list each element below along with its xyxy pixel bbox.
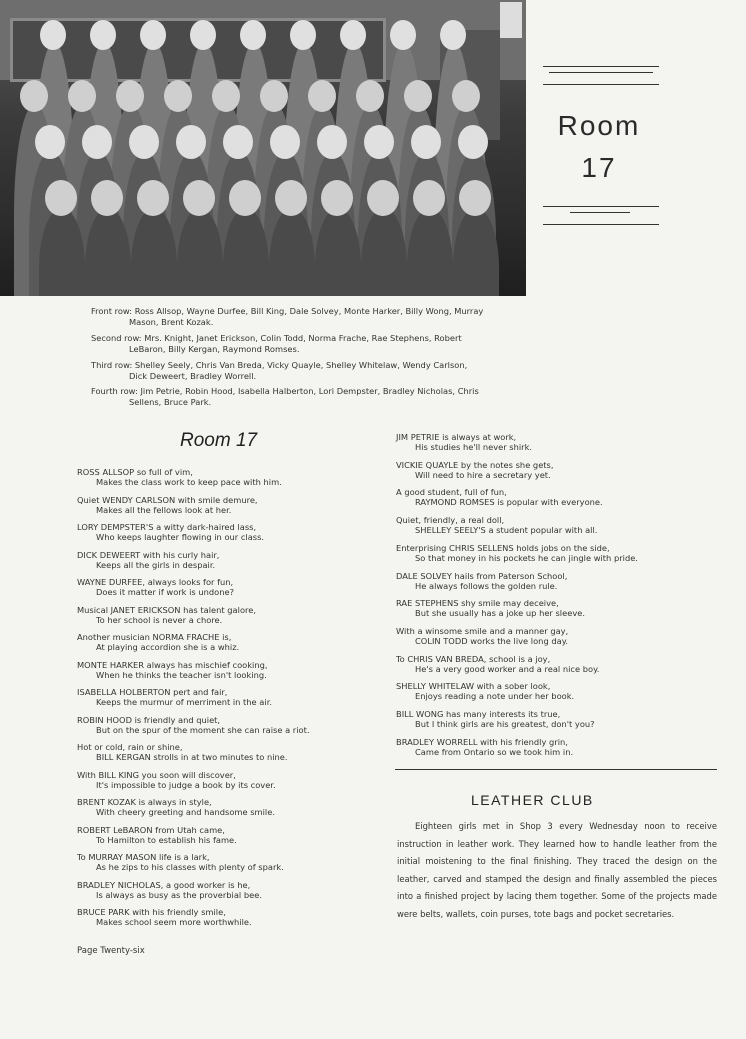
verse-line-2: Makes school seem more worthwhile. bbox=[96, 917, 252, 927]
caption-row-label: Third row: bbox=[91, 360, 135, 370]
verse-line-2: Makes all the fellows look at her. bbox=[96, 504, 232, 515]
verse-line-2: As he zips to his classes with plenty of spark. bbox=[96, 862, 284, 872]
verse-line-1: BILL WONG has many interests its true, bbox=[396, 709, 561, 719]
verse-line-2: SHELLEY SEELY'S a student popular with all. bbox=[415, 525, 598, 536]
verse-line-2: Keeps the murmur of merriment in the air. bbox=[96, 697, 272, 707]
student-head bbox=[290, 20, 316, 50]
verse-stanza bbox=[77, 852, 284, 872]
verse-stanza bbox=[77, 495, 258, 515]
verse-line-2: To Hamilton to establish his fame. bbox=[96, 834, 237, 845]
verse-stanza bbox=[396, 626, 568, 646]
caption-row bbox=[91, 333, 529, 355]
verse-line-2: Does it matter if work is undone? bbox=[96, 587, 235, 597]
student-head bbox=[275, 180, 307, 216]
caption-row-label: Fourth row: bbox=[91, 386, 141, 396]
student-head bbox=[452, 80, 480, 112]
verse-stanza bbox=[77, 797, 275, 817]
verse-line-1: Quiet WENDY CARLSON with smile demure, bbox=[77, 494, 258, 505]
verse-line-1: ISABELLA HOLBERTON pert and fair, bbox=[77, 687, 228, 697]
verse-line-1: Another musician NORMA FRACHE is, bbox=[77, 632, 232, 642]
caption-row-continuation: LeBaron, Billy Kergan, Raymond Romses. bbox=[129, 344, 300, 354]
student-head bbox=[137, 180, 169, 216]
verse-line-1: BRUCE PARK with his friendly smile, bbox=[77, 907, 226, 917]
caption-row-names: Mrs. Knight, Janet Erickson, Colin Todd, Norma Frache, Rae Stephens, Robert bbox=[144, 333, 462, 343]
student-head bbox=[308, 80, 336, 112]
student-head bbox=[212, 80, 240, 112]
caption-row-label: Second row: bbox=[91, 333, 145, 343]
verse-stanza bbox=[396, 515, 597, 535]
student-head bbox=[459, 180, 491, 216]
student-head bbox=[340, 20, 366, 50]
student-head bbox=[413, 180, 445, 216]
caption-row-line bbox=[91, 333, 529, 344]
verse-line-2: To her school is never a chore. bbox=[96, 614, 223, 625]
verse-line-1: To MURRAY MASON life is a lark, bbox=[77, 852, 210, 862]
verse-line-2: With cheery greeting and handsome smile. bbox=[96, 807, 275, 817]
student-head bbox=[116, 80, 144, 112]
verse-line-2: BILL KERGAN strolls in at two minutes to nine. bbox=[96, 752, 288, 762]
student-head bbox=[129, 125, 159, 159]
verse-line-1: DALE SOLVEY hails from Paterson School, bbox=[396, 570, 568, 581]
student-head bbox=[390, 20, 416, 50]
verse-line-1: With BILL KING you soon will discover, bbox=[77, 769, 236, 780]
verse-line-2: Who keeps laughter flowing in our class. bbox=[96, 532, 265, 542]
verse-stanza bbox=[396, 543, 638, 563]
class-photo bbox=[0, 0, 526, 296]
verse-stanza bbox=[396, 460, 554, 480]
student-head bbox=[140, 20, 166, 50]
verse-line-2: Enjoys reading a note under her book. bbox=[415, 691, 575, 702]
verse-stanza bbox=[77, 825, 237, 845]
verse-line-1: Hot or cold, rain or shine, bbox=[77, 742, 183, 752]
rule bbox=[543, 206, 659, 207]
student-head bbox=[411, 125, 441, 159]
rule bbox=[549, 72, 653, 73]
student-head bbox=[367, 180, 399, 216]
verse-stanza bbox=[77, 687, 272, 707]
verse-line-2: His studies he'll never shirk. bbox=[415, 442, 533, 452]
student-head bbox=[68, 80, 96, 112]
verse-line-2: It's impossible to judge a book by its cover. bbox=[96, 779, 276, 790]
student-head bbox=[240, 20, 266, 50]
verse-line-2: But I think girls are his greatest, don't you? bbox=[415, 719, 595, 729]
verse-stanza bbox=[77, 715, 309, 735]
student-head bbox=[440, 20, 466, 50]
caption-row-names: Jim Petrie, Robin Hood, Isabella Halberton, Lori Dempster, Bradley Nicholas, Chris bbox=[140, 386, 479, 396]
verse-stanza bbox=[77, 907, 252, 927]
verse-line-2: Came from Ontario so we took him in. bbox=[415, 746, 574, 757]
caption-row bbox=[91, 306, 529, 328]
student-head bbox=[40, 20, 66, 50]
student-head bbox=[20, 80, 48, 112]
student-head bbox=[229, 180, 261, 216]
verse-stanza bbox=[396, 709, 595, 729]
verse-stanza bbox=[77, 467, 282, 487]
student-head bbox=[91, 180, 123, 216]
verse-stanza bbox=[77, 605, 256, 625]
verse-stanza bbox=[77, 660, 268, 680]
student-head bbox=[223, 125, 253, 159]
student-head bbox=[45, 180, 77, 216]
caption-row-label: Front row: bbox=[91, 306, 135, 316]
caption-row bbox=[91, 360, 529, 382]
student-head bbox=[404, 80, 432, 112]
club-body: Eighteen girls met in Shop 3 every Wednesday noon to receive instruction in leather work. They learned how to handle leather from the initial moistening to the final finishing. They traced the design on the leather, carved and stamped the design and finally assembled the pieces into a finished project by lacing them together. Some of the projects made were belts, wallets, coin purses, tote bags and pocket secretaries. bbox=[397, 821, 717, 919]
caption-row-continuation: Dick Deweert, Bradley Worrell. bbox=[129, 371, 257, 381]
verse-line-2: RAYMOND ROMSES is popular with everyone. bbox=[415, 497, 603, 508]
verse-stanza bbox=[77, 632, 239, 652]
student-head bbox=[260, 80, 288, 112]
rule bbox=[543, 66, 659, 67]
verse-line-2: At playing accordion she is a whiz. bbox=[96, 642, 240, 652]
student-head bbox=[82, 125, 112, 159]
verse-line-1: Musical JANET ERICKSON has talent galore, bbox=[77, 604, 256, 615]
verse-stanza bbox=[396, 681, 574, 701]
student-head bbox=[164, 80, 192, 112]
verse-line-1: BRENT KOZAK is always in style, bbox=[77, 797, 212, 807]
section-title: Room 17 bbox=[180, 430, 258, 451]
verse-stanza bbox=[396, 432, 532, 452]
verse-line-2: So that money in his pockets he can jingle with pride. bbox=[415, 552, 638, 563]
verse-line-2: He always follows the golden rule. bbox=[415, 580, 558, 591]
student-head bbox=[364, 125, 394, 159]
student-head bbox=[35, 125, 65, 159]
student-head bbox=[190, 20, 216, 50]
student-head bbox=[321, 180, 353, 216]
verse-line-1: A good student, full of fun, bbox=[396, 487, 507, 498]
caption-row bbox=[91, 386, 529, 408]
caption-row-line bbox=[91, 386, 529, 397]
verse-stanza bbox=[396, 571, 567, 591]
caption-row-continuation: Mason, Brent Kozak. bbox=[129, 317, 214, 327]
verse-line-1: DICK DEWEERT with his curly hair, bbox=[77, 549, 220, 560]
page-footer: Page Twenty-six bbox=[77, 946, 145, 956]
verse-line-1: WAYNE DURFEE, always looks for fun, bbox=[77, 577, 234, 587]
side-title-room: Room bbox=[557, 110, 641, 141]
verse-line-2: COLIN TODD works the live long day. bbox=[415, 635, 569, 646]
verse-stanza bbox=[396, 654, 599, 674]
verse-line-1: Enterprising CHRIS SELLENS holds jobs on the side, bbox=[396, 542, 610, 553]
verse-line-1: ROBERT LeBARON from Utah came, bbox=[77, 824, 225, 835]
student-head bbox=[176, 125, 206, 159]
verse-line-1: Quiet, friendly, a real doll, bbox=[396, 515, 505, 526]
rule bbox=[543, 84, 659, 85]
student-head bbox=[90, 20, 116, 50]
verse-stanza bbox=[396, 737, 573, 757]
verse-line-1: To CHRIS VAN BREDA, school is a joy, bbox=[396, 653, 551, 664]
verse-line-2: Keeps all the girls in despair. bbox=[96, 559, 216, 570]
student-head bbox=[317, 125, 347, 159]
verse-line-2: Makes the class work to keep pace with him. bbox=[96, 477, 282, 487]
verse-stanza bbox=[396, 487, 603, 507]
verse-line-1: BRADLEY NICHOLAS, a good worker is he, bbox=[77, 879, 251, 890]
verse-line-1: ROSS ALLSOP so full of vim, bbox=[77, 467, 193, 477]
verse-line-1: With a winsome smile and a manner gay, bbox=[396, 625, 569, 636]
verse-line-2: Is always as busy as the proverbial bee. bbox=[96, 889, 262, 900]
student-head bbox=[356, 80, 384, 112]
verse-stanza bbox=[77, 550, 219, 570]
rule bbox=[543, 224, 659, 225]
verse-line-1: RAE STEPHENS shy smile may deceive, bbox=[396, 598, 559, 609]
verse-line-1: JIM PETRIE is always at work, bbox=[396, 432, 517, 442]
rule bbox=[570, 212, 630, 213]
club-title: LEATHER CLUB bbox=[471, 792, 594, 808]
verse-line-2: But on the spur of the moment she can raise a riot. bbox=[96, 724, 310, 735]
verse-line-1: BRADLEY WORRELL with his friendly grin, bbox=[396, 736, 568, 747]
verse-stanza bbox=[77, 577, 234, 597]
verse-stanza bbox=[396, 598, 585, 618]
side-title-number: 17 bbox=[581, 152, 617, 183]
caption-row-names: Shelley Seely, Chris Van Breda, Vicky Quayle, Shelley Whitelaw, Wendy Carlson, bbox=[134, 360, 468, 370]
student-head bbox=[183, 180, 215, 216]
verse-line-2: He's a very good worker and a real nice boy. bbox=[415, 663, 600, 674]
verse-stanza bbox=[77, 742, 288, 762]
club-divider bbox=[395, 769, 717, 770]
verse-line-1: MONTE HARKER always has mischief cooking, bbox=[77, 659, 268, 670]
student-head bbox=[270, 125, 300, 159]
verse-line-1: ROBIN HOOD is friendly and quiet, bbox=[77, 714, 221, 725]
student-head bbox=[458, 125, 488, 159]
verse-line-2: Will need to hire a secretary yet. bbox=[415, 469, 551, 480]
verse-stanza bbox=[77, 522, 264, 542]
verse-stanza bbox=[77, 770, 276, 790]
caption-row-line bbox=[91, 306, 529, 317]
caption-row-line bbox=[91, 360, 529, 371]
verse-stanza bbox=[77, 880, 262, 900]
caption-row-continuation: Sellens, Bruce Park. bbox=[129, 397, 212, 407]
verse-line-1: VICKIE QUAYLE by the notes she gets, bbox=[396, 459, 554, 470]
verse-line-2: When he thinks the teacher isn't looking. bbox=[96, 669, 267, 680]
verse-line-2: But she usually has a joke up her sleeve. bbox=[415, 608, 585, 619]
verse-line-1: LORY DEMPSTER'S a witty dark-haired lass, bbox=[77, 522, 257, 532]
caption-row-names: Ross Allsop, Wayne Durfee, Bill King, Dale Solvey, Monte Harker, Billy Wong, Murray bbox=[134, 306, 484, 316]
verse-line-1: SHELLY WHITELAW with a sober look, bbox=[396, 681, 551, 692]
